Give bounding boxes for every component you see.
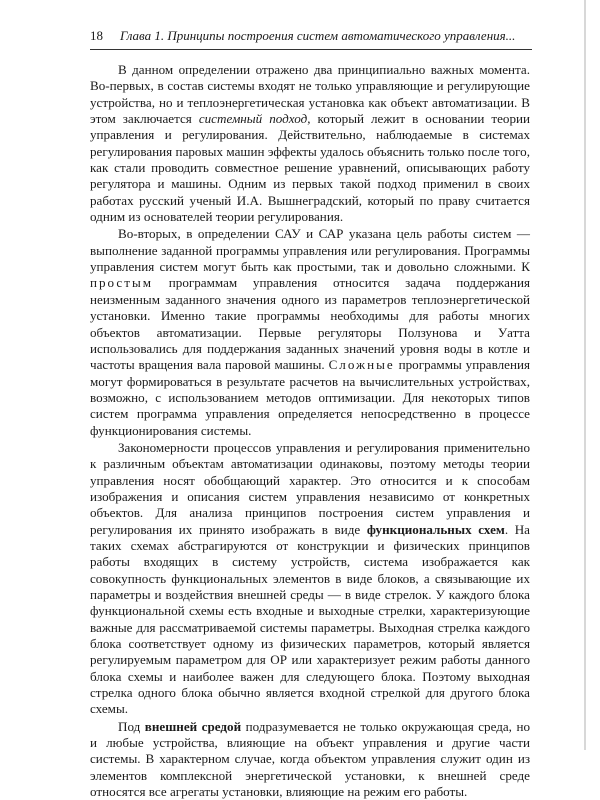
- term-functional-schemes: функциональных схем: [366, 521, 505, 537]
- paragraph-system-approach: [90, 62, 530, 225]
- text-run: подразумевается не только окружающая среда, но и любые устройства, влияющие на объект управления и другие части системы. В характерном случае, когда объектом управления служит один из элементов комплексной энергетической установки, к внешней среде относятся все агрегаты установки, влияющие на режим его работы.: [90, 718, 531, 800]
- text-run: программам управления относится задача поддержания неизменным заданного значения одного из параметров теплоэнергетической установки. Именно такие программы необходимы для работы многих объектов автоматизации. Первые регуляторы Ползунова и Уатта использовались для поддержания заданных значений уровня воды в котле и частоты вращения вала паровой машины.: [90, 275, 530, 373]
- text-run: Закономерности процессов управления и регулирования применительно к различным объектам автоматизации одинаковы, поэтому методы теории управления носят обобщающий характер. Это относится и к способам изображения и описания систем управления независимо от конкретных объектов. Для анализа принципов построения систем управления и регулирования их принято изображать в виде: [90, 439, 530, 537]
- header-divider: [90, 49, 532, 50]
- page-number: 18: [90, 28, 103, 43]
- text-run: . На таких схемах абстрагируются от конструкции и физических принципов работы входящих в систему устройств, система изображается как совокупность функциональных элементов в виде блоков, а связывающие их параметры и воздействия внешней среды — в виде стрелок. У каждого блока функциональной схемы есть входные и выходные стрелки, характеризующие важные для рассматриваемой системы параметры. Выходная стрелка каждого блока соответствует одному из физических параметров, который является регулируемым параметром для ОР или характеризует режим работы данного блока схемы и наиболее важен для следующего блока. Поэтому выходная стрелка одного блока обычно является входной стрелкой для другого блока схемы.: [90, 521, 530, 717]
- text-run: , который лежит в основании теории управления и регулирования. Действительно, наблюдаемые в системах регулирования паровых машин эффекты удалось объяснить только после того, как стали проводить совместное решение уравнений, описывающих работу регулятора и машины. Одним из первых такой подход применил в своих работах русский ученый И.А. Вышнеградский, который по праву считается одним из основателей теории регулирования.: [90, 111, 531, 225]
- paragraph-functional-schemes: [90, 440, 530, 718]
- paragraph-external-environment: [90, 719, 530, 800]
- page-edge-shadow: [584, 0, 586, 750]
- term-complex: Сложные: [328, 357, 395, 373]
- page-body: [90, 62, 530, 800]
- paragraph-control-programs: [90, 226, 530, 438]
- text-run: программы управления могут формироваться в результате расчетов на вычислительных устройствах, возможно, с использованием методов оптимизации. Для некоторых типов систем программа управления определяется непосредственно в процессе функционирования системы.: [90, 357, 530, 438]
- term-simple: простым: [90, 275, 154, 291]
- text-run: В данном определении отражено два принципиально важных момента. Во-первых, в состав системы входят не только управляющие и регулирующие устройства, но и теплоэнергетическая установка как объект автоматизации. В этом заключается: [90, 62, 530, 127]
- text-run: Во-вторых, в определении САУ и САР указана цель работы систем — выполнение заданной программы управления или регулирования. Программы управления систем могут быть как простыми, так и довольно сложными. К: [90, 226, 530, 275]
- text-run: Под: [118, 718, 145, 734]
- term-system-approach: системный подход: [198, 111, 308, 127]
- running-title: Глава 1. Принципы построения систем автоматического управления...: [120, 28, 516, 43]
- page-header: [90, 28, 530, 44]
- term-external-environment: внешней средой: [144, 718, 242, 734]
